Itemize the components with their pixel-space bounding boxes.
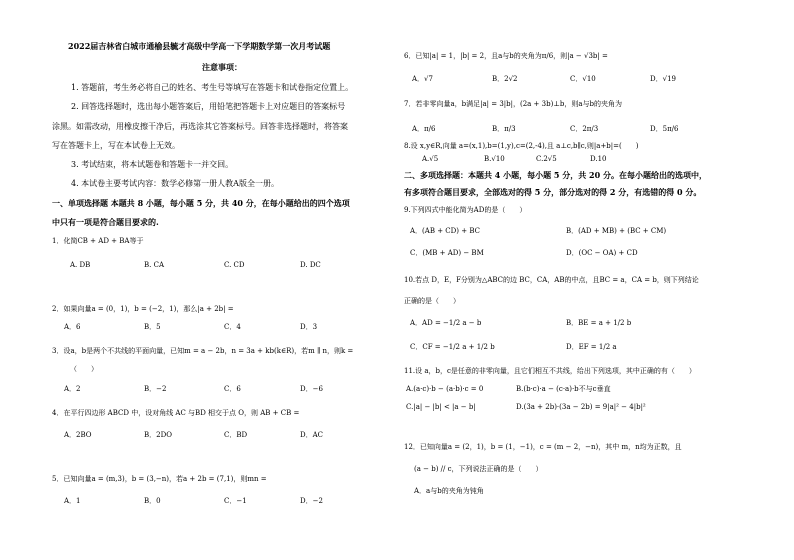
notice-2: 2. 回答选择题时，选出每小题答案后，用铅笔把答题卡上对应题目的答案标号 [71,102,346,111]
q11-option-d: D.(3a + 2b)·(3a − 2b) = 9|a|² − 4|b|² [516,403,646,411]
q5-option-a: A．1 [64,497,81,505]
q10-option-b: B．BE = a + 1/2 b [566,319,632,327]
q9-stem: 9.下列四式中能化简为AD的是（ ） [404,206,527,214]
q10-stem: 10.若点 D，E，F分别为△ABC的边 BC，CA，AB的中点，且BC = a，CA = b，则下列结论 [404,276,699,284]
q3-option-d: D．−6 [300,385,323,393]
q3-option-b: B．−2 [144,385,167,393]
q6-option-c: C．√10 [570,75,596,83]
q7-option-d: D．5π/6 [650,125,679,133]
q12-option-a: A．a与b的夹角为钝角 [414,487,484,495]
q4-option-a: A．2BO [64,431,92,439]
q7-option-b: B．π/3 [492,125,516,133]
q5-stem: 5．已知向量a = (m,3)，b = (3,−n)，若a + 2b = (7,1)，则mn = [52,475,267,483]
q1-option-b: B. CA [144,261,165,269]
q8-option-b: B.√10 [484,155,505,163]
q5-option-d: D．−2 [300,497,323,505]
q10-option-a: A．AD = −1/2 a − b [410,319,482,327]
section2-line2: 有多项符合题目要求，全部选对的得 5 分，部分选对的得 2 分，有选错的得 0 分。 [404,187,702,197]
q2-stem: 2．如果向量a = (0，1)，b = (−2，1)，那么|a + 2b| = [52,305,234,313]
q2-option-a: A．6 [64,323,81,331]
q3-stem: 3．设a，b是两个不共线的平面向量，已知m = a − 2b，n = 3a + kb(k∈R)，若m ∥ n，则k = [52,347,354,355]
q11-option-a: A.(a·c)·b − (a·b)·c = 0 [406,385,484,393]
q7-option-c: C．2π/3 [570,125,599,133]
q6-option-a: A．√7 [412,75,433,83]
q8-option-a: A.√5 [422,155,439,163]
notice-2-cont: 涂黑。如需改动，用橡皮擦干净后，再选涂其它答案标号。回答非选择题时，将答案 [52,122,348,131]
q4-stem: 4．在平行四边形 ABCD 中，设对角线 AC 与BD 相交于点 O，则 AB + CB = [52,409,300,417]
q9-option-d: D．(OC − OA) + CD [566,249,638,257]
q1-option-a: A. DB [70,261,91,269]
section1-line1: 一、单项选择题 本题共 8 小题，每小题 5 分，共 40 分，在每小题给出的四个选项 [52,198,350,208]
q11-option-b: B.(b·c)·a − (c·a)·b不与c垂直 [516,385,611,393]
q4-option-b: B．2DO [144,431,172,439]
q4-option-d: D．AC [300,431,324,439]
q9-option-c: C．(MB + AD) − BM [410,249,484,257]
q3-paren: （ ） [70,365,98,373]
q8-stem: 8.设 x,y∈R,向量 a=(x,1),b=(1,y),c=(2,-4),且 a⊥c,b∥c,则|a+b|=( ) [404,142,639,150]
q8-option-d: D.10 [590,155,607,163]
q10-stem-2: 正确的是（ ） [404,297,460,305]
q10-option-d: D．EF = 1/2 a [566,343,617,351]
q12-stem-2: (a − b) // c，下列说法正确的是（ ） [414,465,543,473]
q1-option-c: C. CD [224,261,245,269]
q2-option-c: C．4 [224,323,241,331]
q1-option-d: D. DC [300,261,321,269]
q1-stem: 1．化简CB + AD + BA等于 [52,237,144,245]
q7-option-a: A．π/6 [412,125,436,133]
q10-option-c: C．CF = −1/2 a + 1/2 b [410,343,495,351]
q8-option-c: C.2√5 [536,155,557,163]
section1-line2: 中只有一项是符合题目要求的. [52,217,159,227]
notice-2-cont2: 写在答题卡上，写在本试卷上无效。 [52,141,180,150]
q3-option-a: A．2 [64,385,81,393]
section2-line1: 二、多项选择题：本题共 4 小题，每小题 5 分，共 20 分。在每小题给出的选项中， [404,170,707,180]
q7-stem: 7．若非零向量a，b满足|a| = 3|b|，(2a + 3b)⊥b，则a与b的夹角为 [404,100,623,108]
notice-1: 1. 答题前，考生务必将自己的姓名、考生号等填写在答题卡和试卷指定位置上。 [71,83,354,92]
q11-option-c: C.|a| − |b| < |a − b| [406,403,476,411]
q6-option-d: D．√19 [650,75,676,83]
q5-option-b: B．0 [144,497,161,505]
exam-title: 2022届吉林省白城市通榆县毓才高级中学高一下学期数学第一次月考试题 [68,41,331,51]
q6-stem: 6．已知|a| = 1，|b| = 2，且a与b的夹角为π/6，则|a − √3b| = [404,52,608,60]
q3-option-c: C．6 [224,385,241,393]
notice-heading: 注意事项： [202,62,242,72]
q2-option-d: D．3 [300,323,318,331]
q5-option-c: C．−1 [224,497,247,505]
q11-stem: 11.设 a，b，c是任意的非零向量，且它们相互不共线，给出下列选项，其中正确的有（ ） [404,367,696,375]
notice-4: 4. 本试卷主要考试内容：数学必修第一册人教A版全一册。 [71,179,279,188]
q12-stem: 12．已知向量a = (2，1)，b = (1，−1)，c = (m − 2，−n)，其中 m，n均为正数，且 [404,443,682,451]
notice-3: 3. 考试结束，将本试题卷和答题卡一并交回。 [71,160,234,169]
q9-option-a: A．(AB + CD) + BC [410,227,480,235]
q4-option-c: C．BD [224,431,248,439]
q9-option-b: B．(AD + MB) + (BC + CM) [566,227,667,235]
q2-option-b: B．5 [144,323,161,331]
q6-option-b: B．2√2 [492,75,518,83]
